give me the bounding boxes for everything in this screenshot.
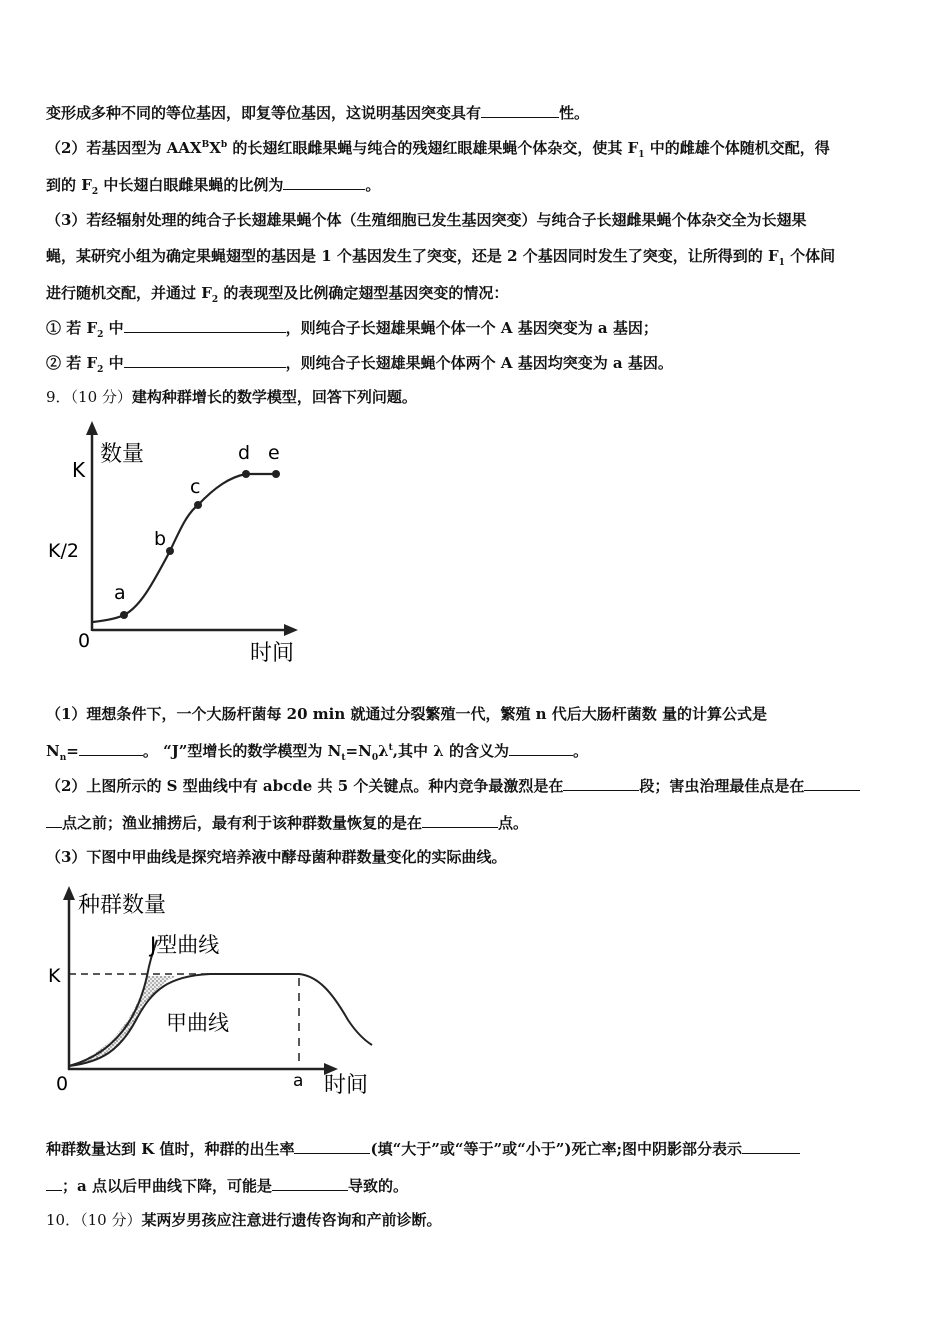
k-label: K bbox=[72, 458, 86, 482]
text-line-7: ① 若 $F_2$ 中 ，则纯合子长翅雄果蝇个体一个 A 基因突变为 a 基因； bbox=[46, 319, 658, 340]
x-axis-arrow bbox=[284, 624, 298, 636]
label-d: d bbox=[238, 442, 251, 464]
j-curve-figure bbox=[40, 880, 390, 1110]
x-label: 时间 bbox=[250, 641, 295, 666]
y-label: 数量 bbox=[100, 442, 145, 467]
q9-part3-line1: （3）下图中甲曲线是探究培养液中酵母菌种群数量变化的实际曲线。 bbox=[46, 848, 507, 866]
point-b bbox=[166, 547, 174, 555]
x-label: 时间 bbox=[324, 1073, 369, 1098]
text-line-1: 变形成多种不同的等位基因，即复等位基因，这说明基因突变具有 性。 bbox=[46, 104, 590, 122]
text-line-2: （2）若基因型为 $AAX^BX^b$ 的长翅红眼雌果蝇与纯合的残翅红眼雄果蝇个体杂交，使其 $F_1$ 中的雌雄个体随机交配，得 bbox=[46, 139, 830, 160]
y-axis-arrow bbox=[63, 886, 75, 900]
a-label: a bbox=[293, 1071, 304, 1091]
label-a: a bbox=[114, 582, 126, 604]
q9-part2-line2: 点之前；渔业捕捞后，最有利于该种群数量恢复的是在 点。 bbox=[46, 812, 528, 833]
question-10-title: 10．（10 分）某两岁男孩应注意进行遗传咨询和产前诊断。 bbox=[46, 1211, 442, 1229]
origin-label: 0 bbox=[78, 630, 91, 652]
point-d bbox=[242, 470, 250, 478]
y-axis-arrow bbox=[86, 421, 98, 435]
k-label: K bbox=[48, 965, 61, 987]
text-line-5: 蝇，某研究小组为确定果蝇翅型的基因是 1 个基因发生了突变，还是 2 个基因同时发生了突变，让所得到的 $F_1$ 个体间 bbox=[46, 247, 836, 268]
text-line-3: 到的 $F_2$ 中长翅白眼雌果蝇的比例为 。 bbox=[46, 176, 381, 197]
point-c bbox=[194, 501, 202, 509]
j-label: J型曲线 bbox=[150, 933, 220, 957]
q9-part3-line2: 种群数量达到 K 值时，种群的出生率 (填“大于”或“等于”或“小于”)死亡率;图中阴影部分表示 bbox=[46, 1138, 800, 1159]
origin-label: 0 bbox=[56, 1073, 69, 1095]
question-9-title: 9．（10 分）建构种群增长的数学模型，回答下列问题。 bbox=[46, 388, 417, 406]
text-line-8: ② 若 $F_2$ 中 ，则纯合子长翅雄果蝇个体两个 A 基因均突变为 a 基因。 bbox=[46, 354, 673, 375]
point-a bbox=[120, 611, 128, 619]
text-line-6: 进行随机交配，并通过 $F_2$ 的表现型及比例确定翅型基因突变的情况： bbox=[46, 284, 509, 305]
label-b: b bbox=[154, 528, 167, 550]
q9-part1-line2: $N_n=$ 。 “J”型增长的数学模型为 $N_t=N_0\lambda^t$,其中 λ 的含义为 。 bbox=[46, 742, 588, 763]
khalf-label: K/2 bbox=[48, 540, 79, 562]
text-line-4: （3）若经辐射处理的纯合子长翅雄果蝇个体（生殖细胞已发生基因突变）与纯合子长翅雌果蝇个体杂交全为长翅果 bbox=[46, 211, 807, 229]
s-curve-figure bbox=[40, 415, 310, 670]
jia-label: 甲曲线 bbox=[166, 1011, 229, 1035]
q9-part2-line1: （2）上图所示的 S 型曲线中有 abcde 共 5 个关键点。种内竞争最激烈是在 段；害虫治理最佳点是在 bbox=[46, 775, 860, 796]
y-label: 种群数量 bbox=[78, 893, 167, 918]
q9-part3-line3: ；a 点以后甲曲线下降，可能是 导致的。 bbox=[46, 1175, 408, 1196]
label-c: c bbox=[190, 476, 201, 498]
q9-part1-line1: （1）理想条件下，一个大肠杆菌每 20 min 就通过分裂繁殖一代，繁殖 n 代后大肠杆菌数 量的计算公式是 bbox=[46, 705, 768, 723]
label-e: e bbox=[268, 442, 280, 464]
point-e bbox=[272, 470, 280, 478]
